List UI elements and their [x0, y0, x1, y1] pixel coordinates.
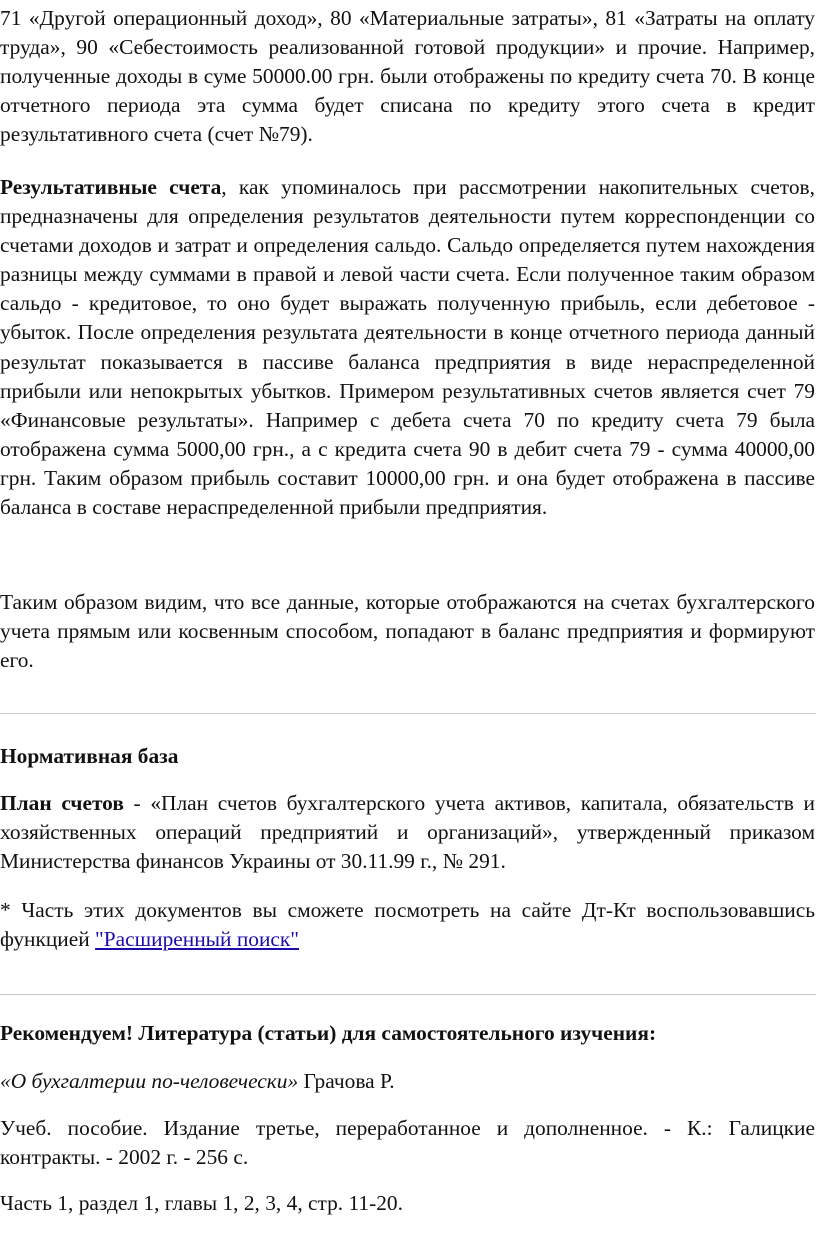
paragraph-text: 71 «Другой операционный доход», 80 «Материальные затраты», 81 «Затраты на оплату труда», 90 «Себестоимость реализованной готовой продукции» и прочие. Например, полученные доходы в суме 50000.00 грн. были отображены по кредиту счета 70. В конце отчетного периода эта сумма будет списана по кредиту этого счета в кредит результативного счета (счет №79). — [0, 6, 815, 147]
book-author: Грачова Р. — [298, 1069, 395, 1093]
paragraph-body: , как упоминалось при рассмотрении накопительных счетов, предназначены для определения результатов деятельности путем корреспонденции со счетами доходов и затрат и определения сальдо. Сальдо определяется путем нахождения разницы между суммами в правой и левой части счета. Если полученное таким образом сальдо - кредитовое, то оно будет выражать полученную прибыль, если дебетовое - убыток. После определения результата деятельности в конце отчетного периода данный результат показывается в пассиве баланса предприятия в виде нераспределенной прибыли или непокрытых убытков. Примером результативных счетов является счет 79 «Финансовые результаты». Например с дебета счета 70 по кредиту счета 79 была отображена сумма 5000,00 грн., а с кредита счета 90 в дебит счета 79 - сумма 40000,00 грн. Таким образом прибыль составит 10000,00 грн. и она будет отображена в пассиве баланса в составе нераспределенной прибыли предприятия. — [0, 175, 815, 520]
book-edition — [0, 1114, 815, 1172]
book-reference — [0, 1067, 815, 1096]
paragraph-text — [0, 1067, 815, 1096]
term-plan-of-accounts: План счетов — [0, 791, 124, 815]
paragraph-conclusion — [0, 588, 815, 675]
paragraph-text — [0, 896, 815, 954]
paragraph-text — [0, 789, 815, 876]
paragraph-body: - «План счетов бухгалтерского учета активов, капитала, обязательств и хозяйственных операций предприятий и организаций», утвержденный приказом Министерства финансов Украины от 30.11.99 г., № 291. — [0, 791, 815, 874]
note-text: * Часть этих документов вы сможете посмотреть на сайте Дт-Кт воспользовавшись функцией — [0, 898, 815, 952]
book-title: «О бухгалтерии по-человечески» — [0, 1069, 299, 1093]
section-divider — [0, 994, 816, 995]
paragraph-text: Учеб. пособие. Издание третье, переработанное и дополненное. - К.: Галицкие контракты. - 2002 г. - 256 с. — [0, 1116, 815, 1170]
advanced-search-link[interactable]: "Расширенный поиск" — [95, 927, 300, 952]
section-heading-normative: Нормативная база — [0, 744, 179, 768]
paragraph-plan-of-accounts — [0, 789, 815, 876]
book-chapters — [0, 1189, 815, 1218]
recommend-heading-block — [0, 1019, 815, 1048]
paragraph-income-accounts — [0, 4, 815, 149]
paragraph-text: Таким образом видим, что все данные, которые отображаются на счетах бухгалтерского учета прямым или косвенным способом, попадают в баланс предприятия и формируют его. — [0, 590, 815, 673]
section-divider — [0, 713, 816, 714]
normative-heading-block — [0, 742, 815, 771]
section-heading-recommend: Рекомендуем! Литература (статьи) для самостоятельного изучения: — [0, 1021, 657, 1045]
paragraph-note — [0, 896, 815, 954]
paragraph-text — [0, 173, 815, 522]
term-result-accounts: Результативные счета — [0, 175, 222, 199]
paragraph-result-accounts — [0, 173, 815, 522]
paragraph-text: Часть 1, раздел 1, главы 1, 2, 3, 4, стр. 11-20. — [0, 1191, 403, 1215]
